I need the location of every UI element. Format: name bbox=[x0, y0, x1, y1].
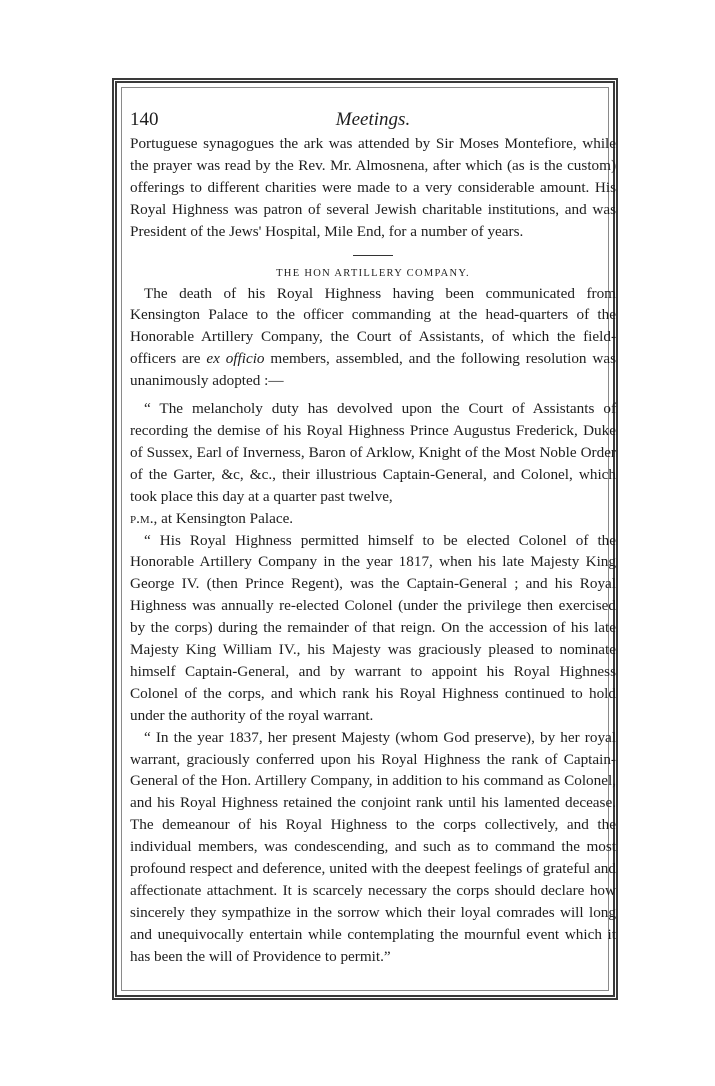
para2-tail: , at Kensington Palace. bbox=[153, 509, 294, 527]
page-number: 140 bbox=[130, 109, 159, 130]
page-content bbox=[130, 105, 616, 968]
paragraph-captain-general: “ In the year 1837, her present Majesty (whom God preserve), by her royal warrant, graciously conferred upon his Royal Highness the rank of Captain-General of the Hon. Artillery Company, in addition to his command as Colonel, and his Royal Highness retained the conjoint rank until his lamented decease. The demeanour of his Royal Highness to the corps collectively, and the individual members, was condescending, and such as to command the most profound respect and deference, united with the deepest feelings of grateful and affectionate attachment. It is scarcely necessary the corps should declare how sincerely they sympathize in the sorrow which their loyal comrades will long and unequivocally entertain while contemplating the mournful event which it has been the will of Providence to permit.” bbox=[130, 728, 616, 965]
section-heading: THE HON ARTILLERY COMPANY. bbox=[276, 267, 470, 279]
para1-text: The death of his Royal Highness having been communicated from Kensington Palace to the officer commanding at the head-quarters of the Honorable Artillery Company, the Court of Assistants, of which the field-officers are bbox=[130, 284, 616, 368]
para1-text-end: members, assembled, and the following resolution was unanimously adopted :— bbox=[130, 350, 616, 390]
running-title: Meetings. bbox=[335, 109, 411, 130]
para1-italic: ex officio bbox=[206, 350, 265, 368]
paragraph-colonel-history: “ His Royal Highness permitted himself to be elected Colonel of the Honorable Artillery Company in the year 1817, when his late Majesty King George IV. (then Prince Regent), was the Captain-General ; and his Royal Highness was annually re-elected Colonel (under the privilege then exercised by the corps) during the remainder of that reign. On the accession of his late Majesty King William IV., his Majesty was graciously pleased to nominate himself Captain-General, and by warrant to appoint his Royal Highness Colonel of the corps, and which rank his Royal Highness continued to hold under the authority of the royal warrant. bbox=[130, 531, 616, 724]
paragraph-resolution bbox=[130, 398, 616, 529]
para2-text: “ The melancholy duty has devolved upon the Court of Assistants of recording the demise of his Royal Highness Prince Augustus Frederick, Duke of Sussex, Earl of Inverness, Baron of Arklow, Knight of the Most Noble Order of the Garter, &c, &c., their illustrious Captain-General, and Colonel, which took place this day at a quarter past twelve, bbox=[130, 400, 616, 505]
intro-paragraph: Portuguese synagogues the ark was attended by Sir Moses Montefiore, while the prayer was read by the Rev. Mr. Almosnena, after which (as is the custom) offerings to different charities were made to a very considerable amount. His Royal Highness was patron of several Jewish charitable institutions, and was President of the Jews' Hospital, Mile End, for a number of years. bbox=[130, 135, 616, 240]
para2-pm: p.m. bbox=[130, 509, 154, 527]
running-head bbox=[130, 105, 616, 133]
paragraph-death-announcement bbox=[130, 283, 616, 393]
section-divider bbox=[353, 255, 393, 256]
